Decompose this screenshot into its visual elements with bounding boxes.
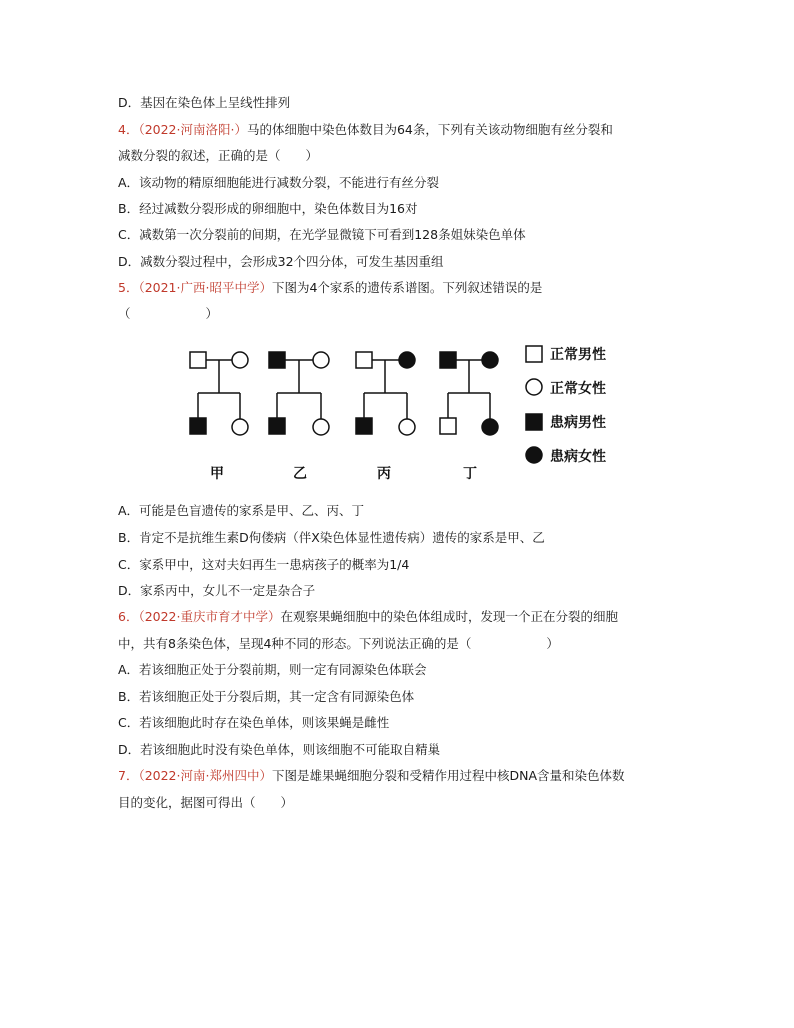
- q6-option-b: B．若该细胞正处于分裂后期，其一定含有同源染色体: [118, 689, 415, 704]
- q6-stem-line2: 中，共有8条染色体，呈现4种不同的形态。下列说法正确的是（ ）: [118, 636, 559, 651]
- family-label-yi: 乙: [293, 466, 307, 482]
- q4-stem-line2: 减数分裂的叙述，正确的是（ ）: [118, 148, 319, 163]
- q6-number: 6．: [118, 609, 139, 624]
- ding-son-normal-male: [440, 418, 456, 434]
- legend-affected-female-label: 患病女性: [550, 449, 606, 465]
- q6-option-c: C．若该细胞此时存在染色单体，则该果蝇是雌性: [118, 715, 390, 730]
- jia-daughter-normal-female: [232, 419, 248, 435]
- q5-option-b: B．肯定不是抗维生素D佝偻病（伴X染色体显性遗传病）遗传的家系是甲、乙: [118, 530, 545, 545]
- bing-mother-affected-female: [399, 352, 415, 368]
- q6-text1: 在观察果蝇细胞中的染色体组成时，发现一个正在分裂的细胞: [280, 609, 619, 624]
- jia-son-affected-male: [190, 418, 206, 434]
- legend-normal-male-label: 正常男性: [550, 347, 606, 363]
- q5-text1: 下图为4个家系的遗传系谱图。下列叙述错误的是: [271, 280, 543, 295]
- q5-stem-line2: （ ）: [118, 306, 219, 321]
- q6-stem-line1: [118, 609, 618, 625]
- q5-source: （2021·广西·昭平中学）: [138, 280, 272, 295]
- q6-option-a: A．若该细胞正处于分裂前期，则一定有同源染色体联会: [118, 662, 427, 677]
- yi-father-affected-male: [269, 352, 285, 368]
- legend-affected-male-label: 患病男性: [550, 415, 606, 431]
- q4-stem-line1: [118, 122, 613, 138]
- yi-son-affected-male: [269, 418, 285, 434]
- bing-son-affected-male: [356, 418, 372, 434]
- bing-father-normal-male: [356, 352, 372, 368]
- jia-father-normal-male: [190, 352, 206, 368]
- family-jia: [190, 352, 248, 435]
- q4-number: 4．: [118, 122, 139, 137]
- legend-affected-male-icon: [526, 414, 542, 430]
- q5-stem-line1: [118, 280, 542, 296]
- family-label-ding: 丁: [463, 466, 477, 482]
- q3-option-d: D．基因在染色体上呈线性排列: [118, 95, 291, 110]
- q7-stem-line1: [118, 768, 625, 784]
- q4-option-a: A．该动物的精原细胞能进行减数分裂，不能进行有丝分裂: [118, 175, 440, 190]
- q7-source: （2022·河南·郑州四中）: [138, 768, 272, 783]
- q6-option-d: D．若该细胞此时没有染色单体，则该细胞不可能取自精巢: [118, 742, 441, 757]
- q7-stem-line2: 目的变化，据图可得出（ ）: [118, 795, 294, 810]
- jia-mother-normal-female: [232, 352, 248, 368]
- family-yi: [269, 352, 329, 435]
- ding-mother-affected-female: [482, 352, 498, 368]
- q6-source: （2022·重庆市育才中学）: [138, 609, 281, 624]
- legend-normal-male-icon: [526, 346, 542, 362]
- q4-option-d: D．减数分裂过程中，会形成32个四分体，可发生基因重组: [118, 254, 444, 269]
- bing-daughter-normal-female: [399, 419, 415, 435]
- q5-option-c: C．家系甲中，这对夫妇再生一患病孩子的概率为1/4: [118, 557, 410, 572]
- q7-text1: 下图是雄果蝇细胞分裂和受精作用过程中核DNA含量和染色体数: [271, 768, 625, 783]
- q5-option-a: A．可能是色盲遗传的家系是甲、乙、丙、丁: [118, 503, 365, 518]
- family-label-jia: 甲: [210, 466, 224, 482]
- q5-option-d: D．家系丙中，女儿不一定是杂合子: [118, 583, 316, 598]
- yi-mother-normal-female: [313, 352, 329, 368]
- q4-option-c: C．减数第一次分裂前的间期，在光学显微镜下可看到128条姐妹染色单体: [118, 227, 526, 242]
- q7-number: 7．: [118, 768, 139, 783]
- yi-daughter-normal-female: [313, 419, 329, 435]
- family-ding: [440, 352, 498, 435]
- ding-father-affected-male: [440, 352, 456, 368]
- q5-number: 5．: [118, 280, 139, 295]
- q4-text1: 马的体细胞中染色体数目为64条，下列有关该动物细胞有丝分裂和: [246, 122, 613, 137]
- family-label-bing: 丙: [377, 466, 391, 482]
- q4-source: （2022·河南洛阳·）: [138, 122, 247, 137]
- legend-normal-female-label: 正常女性: [550, 381, 606, 397]
- family-bing: [356, 352, 415, 435]
- q4-option-b: B．经过减数分裂形成的卵细胞中，染色体数目为16对: [118, 201, 418, 216]
- legend-affected-female-icon: [526, 447, 542, 463]
- ding-daughter-affected-female: [482, 419, 498, 435]
- pedigree-figure: [170, 335, 640, 495]
- legend-normal-female-icon: [526, 379, 542, 395]
